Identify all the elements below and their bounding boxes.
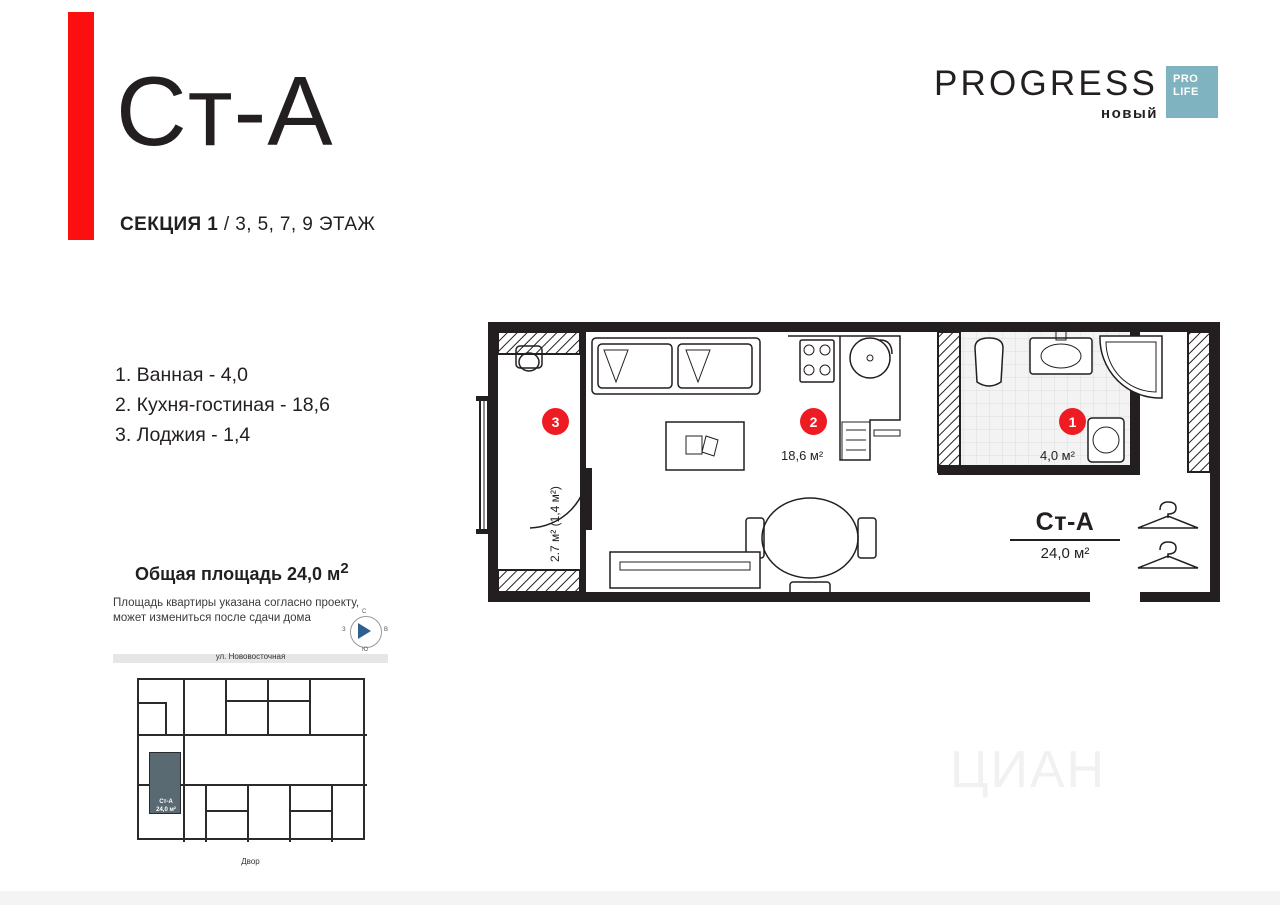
mini-wall: [227, 700, 267, 702]
compass-needle: [358, 623, 371, 639]
building-outline: [137, 678, 365, 840]
brand-badge-line2: LIFE: [1173, 86, 1199, 98]
mini-wall: [331, 786, 333, 842]
room-marker-2[interactable]: 2: [800, 408, 827, 435]
mini-wall: [183, 680, 185, 842]
accent-bar: [68, 12, 94, 240]
plan-name: Ст-А: [1035, 508, 1095, 536]
mini-wall: [205, 810, 247, 812]
room-marker-1[interactable]: 1: [1059, 408, 1086, 435]
total-area-text: Общая площадь 24,0 м: [135, 564, 341, 584]
total-area-sup: 2: [340, 560, 349, 577]
brand-name: PROGRESS: [934, 64, 1158, 103]
room-area-2: 18,6 м²: [781, 448, 824, 463]
mini-wall: [289, 786, 291, 842]
plan-name-rule: [1010, 539, 1120, 541]
note-line-2: может измениться после сдачи дома: [113, 612, 311, 624]
room-list: [115, 360, 330, 450]
highlighted-unit-area: 24,0 м²: [156, 807, 176, 813]
list-item: 3. Лоджия - 1,4: [115, 424, 251, 446]
highlighted-unit-label: [147, 798, 185, 814]
compass-west: З: [342, 627, 346, 633]
compass-north: С: [362, 609, 367, 615]
room-area-3: 2.7 м² (1,4 м²): [548, 486, 562, 562]
brand-text: [934, 66, 1166, 122]
apartment-floorplan: [470, 300, 1240, 630]
building-mini-plan: [113, 654, 388, 864]
list-item: 1. Ванная - 4,0: [115, 364, 248, 386]
mini-wall: [267, 680, 269, 734]
mini-wall: [139, 702, 167, 704]
mini-wall: [289, 810, 333, 812]
room-marker-3[interactable]: 3: [542, 408, 569, 435]
compass-icon: [342, 609, 388, 653]
page-title: Ст-А: [116, 56, 334, 166]
highlighted-unit-name: Ст-А: [159, 799, 173, 805]
list-item: 2. Кухня-гостиная - 18,6: [115, 394, 330, 416]
section-floors: / 3, 5, 7, 9 ЭТАЖ: [223, 214, 376, 235]
bottom-strip: [0, 891, 1280, 905]
brand-badge: [1166, 66, 1218, 118]
watermark: ЦИАН: [950, 741, 1107, 799]
mini-wall: [309, 680, 311, 734]
brand-logo: [934, 66, 1218, 122]
section-subtitle: [120, 214, 375, 236]
mini-wall: [205, 786, 207, 842]
plan-name-block: [1010, 508, 1120, 562]
plan-total-area: 24,0 м²: [1040, 545, 1090, 562]
street-label: ул. Нововосточная: [215, 652, 286, 661]
mini-wall: [247, 786, 249, 842]
brand-sub: новый: [1101, 105, 1158, 122]
mini-wall: [225, 680, 227, 734]
brand-badge-line1: PRO: [1173, 73, 1199, 85]
section-number: СЕКЦИЯ 1: [120, 214, 219, 235]
floorplan-drawing: [470, 300, 1240, 630]
note-line-1: Площадь квартиры указана согласно проекту,: [113, 597, 360, 609]
yard-label: Двор: [241, 857, 260, 866]
compass-east: В: [383, 627, 388, 633]
total-area-label: [135, 560, 349, 585]
compass-south: Ю: [362, 647, 369, 653]
mini-wall: [269, 700, 309, 702]
mini-wall: [139, 734, 367, 736]
room-area-1: 4,0 м²: [1040, 448, 1075, 463]
mini-wall: [165, 702, 167, 734]
